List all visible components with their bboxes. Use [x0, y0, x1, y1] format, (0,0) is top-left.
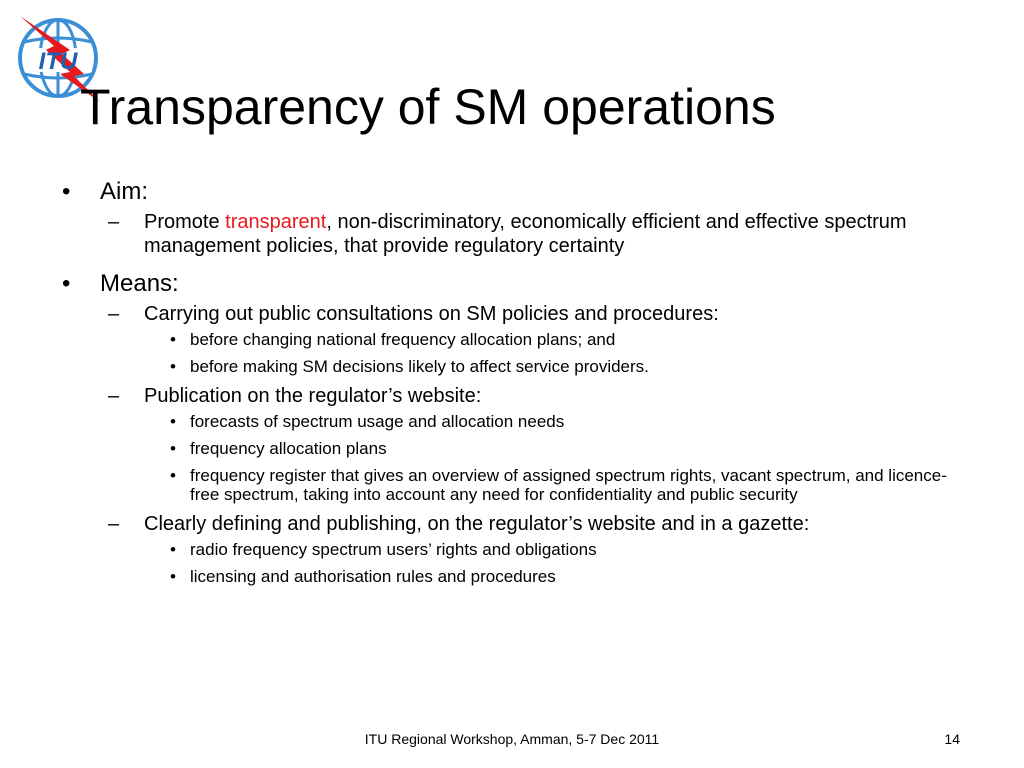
means-subitem-text: radio frequency spectrum users’ rights and obligations [190, 540, 597, 559]
bullet-icon: • [170, 540, 176, 559]
means-subitem [170, 412, 960, 431]
means-subitem-text: frequency register that gives an overview of assigned spectrum rights, vacant spectrum, and licence-free spectrum, taking into account any need for confidentiality and public security [190, 466, 947, 504]
means-subitem-text: licensing and authorisation rules and procedures [190, 567, 556, 586]
bullet-icon: • [170, 357, 176, 376]
dash-icon: – [108, 303, 120, 325]
bullet-icon: • [62, 178, 71, 205]
slide-body [62, 178, 962, 594]
bullet-icon: • [170, 567, 176, 586]
aim-item [108, 210, 924, 258]
dash-icon: – [108, 385, 120, 407]
means-subitem [170, 439, 960, 458]
means-subitem-text: before making SM decisions likely to affect service providers. [190, 357, 649, 376]
bullet-aim [62, 178, 962, 206]
means-item-text: Publication on the regulator’s website: [144, 385, 482, 407]
means-item [108, 384, 924, 408]
means-subitem [170, 330, 960, 349]
means-item [108, 512, 924, 536]
means-subitem [170, 357, 960, 376]
aim-item-after: , non-discriminatory, economically efficient and effective spectrum management policies, that provide regulatory certainty [144, 211, 907, 257]
means-subitem-text: frequency allocation plans [190, 439, 387, 458]
means-item-text: Clearly defining and publishing, on the regulator’s website and in a gazette: [144, 513, 810, 535]
footer-text: ITU Regional Workshop, Amman, 5-7 Dec 2011 [364, 731, 660, 747]
means-item [108, 302, 924, 326]
dash-icon: – [108, 513, 120, 535]
dash-icon: – [108, 211, 120, 233]
means-label: Means: [100, 270, 179, 297]
aim-item-before: Promote [144, 211, 226, 233]
page-title: Transparency of SM operations [80, 79, 776, 135]
bullet-icon: • [170, 412, 176, 431]
bullet-icon: • [62, 270, 71, 297]
logo-text: ITU [38, 48, 78, 75]
bullet-icon: • [170, 439, 176, 458]
means-subitem [170, 540, 960, 559]
means-subitem-text: forecasts of spectrum usage and allocation needs [190, 412, 565, 431]
page-number: 14 [944, 731, 960, 747]
means-subitem [170, 567, 960, 586]
means-subitem-text: before changing national frequency allocation plans; and [190, 330, 616, 349]
aim-item-highlight: transparent [225, 211, 327, 233]
bullet-icon: • [170, 466, 176, 485]
aim-label: Aim: [100, 178, 148, 205]
bullet-means [62, 270, 962, 298]
means-subitem [170, 466, 960, 504]
means-item-text: Carrying out public consultations on SM policies and procedures: [144, 303, 719, 325]
bullet-icon: • [170, 330, 176, 349]
